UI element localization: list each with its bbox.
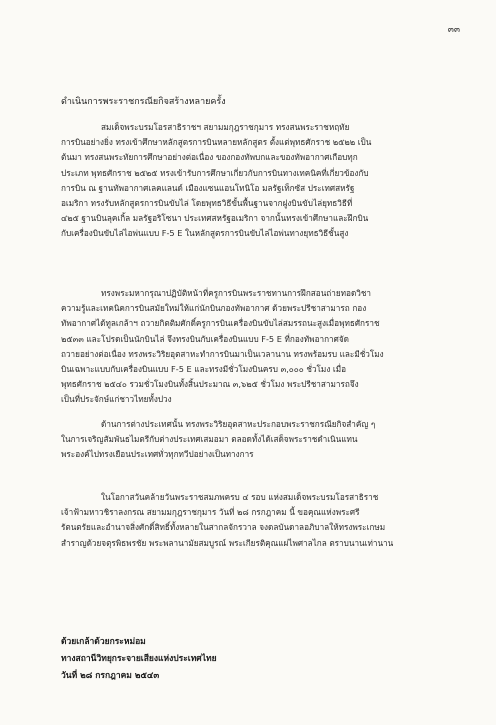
paragraph-line: พุทธศักราช ๒๕๔๐ รวมชั่วโมงบินทั้งสิ้นประมาณ ๓,๖๒๕ ชั่วโมง พระปรีชาสามารถจึง bbox=[61, 379, 359, 390]
paragraph-line: เจ้าฟ้ามหาวชิราลงกรณ สยามมกุฎราชกุมาร วันที่ ๒๘ กรกฎาคม นี้ ขอคุณแห่งพระศรี bbox=[61, 507, 360, 518]
paragraph-line: กับเครื่องบินขับไล่ไอพ่นแบบ F-5 E ในหลักสูตรการบินขับไล่ไอพ่นทางยุทธวิธีชั้นสูง bbox=[61, 228, 349, 239]
paragraph-line: สมเด็จพระบรมโอรสาธิราชฯ สยามมกุฎราชกุมาร ทรงสนพระราชหฤทัย bbox=[101, 122, 350, 132]
section-heading: ดำเนินการพระราชกรณียกิจสร้างหลายครั้ง bbox=[61, 97, 226, 107]
paragraph-line: เป็นที่ประจักษ์แก่ชาวไทยทั้งปวง bbox=[61, 394, 172, 405]
paragraph-line: ถวายอย่างต่อเนื่อง ทรงพระวิริยอุตสาหะทำการบินมาเป็นเวลานาน ทรงพร้อมรบ และมีชั่วโมง bbox=[61, 348, 384, 359]
paragraph-flight-instructor bbox=[61, 286, 439, 408]
paragraph-line: พระองค์ไปทรงเยือนประเทศทั่วทุกทวีปอย่างเป็นทางการ bbox=[61, 449, 254, 460]
paragraph-line: การบินอย่างยิ่ง ทรงเข้าศึกษาหลักสูตรการบินหลายหลักสูตร ตั้งแต่พุทธศักราช ๒๕๒๒ เป็น bbox=[61, 137, 372, 148]
paragraph-birthday-blessing bbox=[61, 490, 439, 551]
paragraph-line: ประเภท พุทธศักราช ๒๕๒๕ ทรงเข้ารับการศึกษาเกี่ยวกับการบินทางเทคนิคที่เกี่ยวข้องกับ bbox=[61, 167, 369, 178]
paragraph-line: ทรงพระมหากรุณาปฏิบัติหน้าที่ครูการบินพระราชทานการฝึกสอนถ่ายทอดวิชา bbox=[101, 288, 372, 298]
paragraph-line: ในโอกาสวันคล้ายวันพระราชสมภพครบ ๔ รอบ แห่งสมเด็จพระบรมโอรสาธิราช bbox=[101, 492, 379, 502]
paragraph-line: ความรู้และเทคนิคการบินสมัยใหม่ให้แก่นักบินกองทัพอากาศ ด้วยพระปรีชาสามารถ กอง bbox=[61, 303, 367, 314]
paragraph-line: บินเฉพาะแบบกับเครื่องบินแบบ F-5 E และทรงมีชั่วโมงบินครบ ๓,๐๐๐ ชั่วโมง เมื่อ bbox=[61, 364, 347, 375]
paragraph-line: ต้นมา ทรงสนพระทัยการศึกษาอย่างต่อเนื่อง ของกองทัพบกและของทัพอากาศเกือบทุก bbox=[61, 152, 358, 163]
paragraph-aviation-training bbox=[61, 120, 439, 242]
signature-date: วันที่ ๒๘ กรกฎาคม ๒๕๔๓ bbox=[61, 671, 160, 681]
page-number: ๓๓ bbox=[447, 25, 460, 35]
paragraph-line: อเมริกา ทรงรับหลักสูตรการบินขับไล่ โดยพุทธวิธีขั้นพื้นฐานจากฝูงบินขับไล่ยุทธวิธีที่ bbox=[61, 198, 353, 209]
signature-salutation: ด้วยเกล้าด้วยกระหม่อม bbox=[61, 637, 146, 647]
paragraph-line: ๒๕๓๓ และโปรดเป็นนักบินไล่ จึงทรงบินกับเครื่องบินแบบ F-5 E ที่กองทัพอากาศจัด bbox=[61, 333, 349, 344]
paragraph-line: ทัพอากาศได้ทูลเกล้าฯ ถวายกิตติมศักดิ์ครูการบินเครื่องบินขับไล่สมรรถนะสูงเมื่อพุทธศักราช bbox=[61, 318, 380, 329]
paragraph-foreign-relations bbox=[61, 417, 439, 463]
paragraph-line: รัตนตรัยและอำนาจสิ่งศักดิ์สิทธิ์ทั้งหลายในสากลจักรวาล จงดลบันดาลอภิบาลให้ทรงพระเกษม bbox=[61, 522, 386, 533]
paragraph-line: ในการเจริญสัมพันธไมตรีกับต่างประเทศเสมอมา ตลอดทั้งได้เสด็จพระราชดำเนินแทน bbox=[61, 434, 358, 445]
paragraph-line: ๔๒๕ ฐานบินลุคเกิ้ล มลรัฐอริโซนา ประเทศสหรัฐอเมริกา จากนั้นทรงเข้าศึกษาและฝึกบิน bbox=[61, 213, 369, 224]
signature-organization: ทางสถานีวิทยุกระจายเสียงแห่งประเทศไทย bbox=[61, 654, 217, 664]
paragraph-line: การบิน ณ ฐานทัพอากาศเลคแลนด์ เมืองแซนแอนโทนิโอ มลรัฐเท็กซัส ประเทศสหรัฐ bbox=[61, 182, 355, 193]
paragraph-line: สำราญด้วยจตุรพิธพรชัย พระพลานามัยสมบูรณ์ พระเกียรติคุณแผ่ไพศาลไกล ตราบนานเท่านาน bbox=[61, 537, 394, 548]
paragraph-line: ด้านการต่างประเทศนั้น ทรงพระวิริยอุตสาหะประกอบพระราชกรณียกิจสำคัญ ๆ bbox=[101, 419, 376, 429]
